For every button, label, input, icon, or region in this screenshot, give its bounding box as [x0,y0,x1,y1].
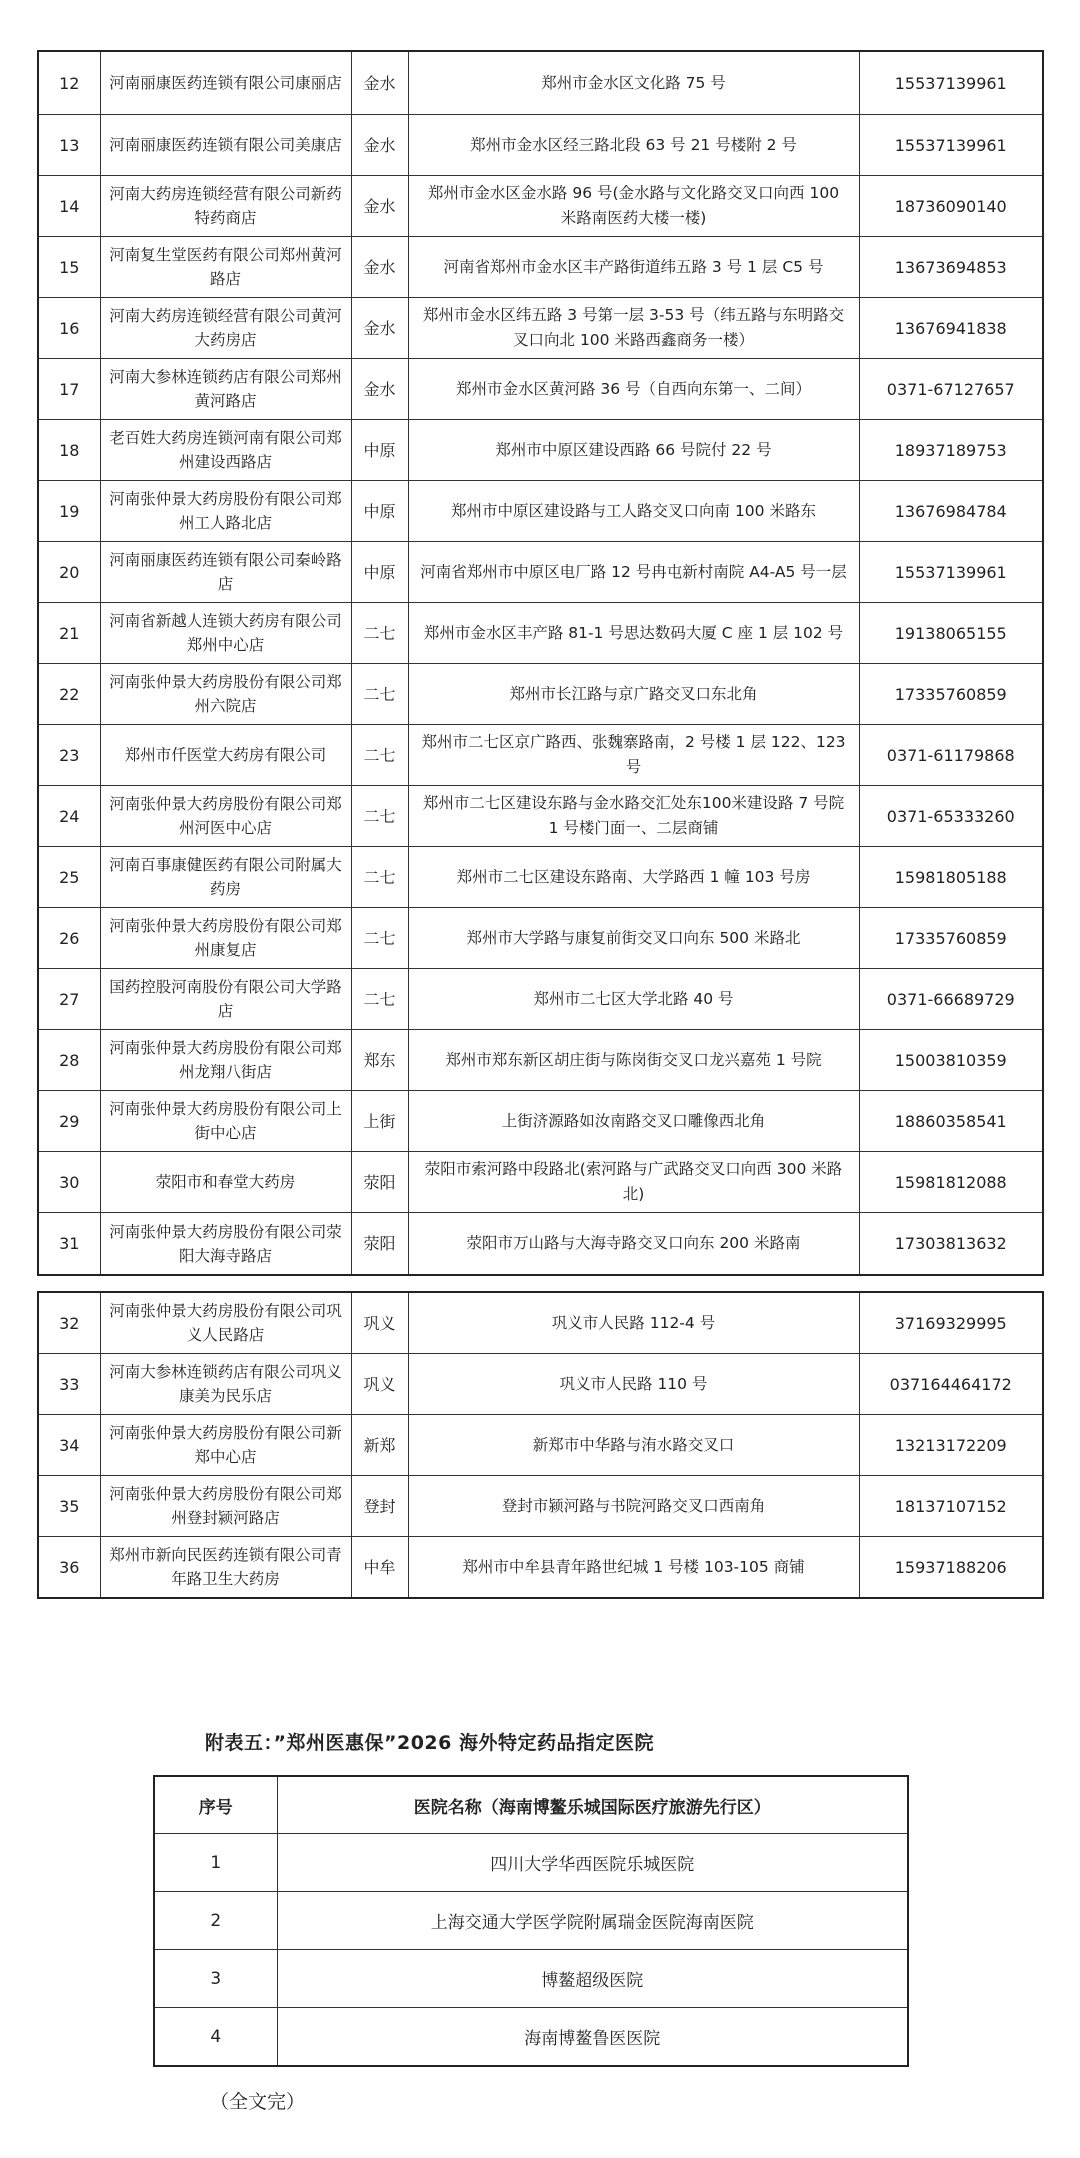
cell-address: 郑州市金水区丰产路 81-1 号思达数码大厦 C 座 1 层 102 号 [408,603,859,664]
cell-no: 33 [38,1354,100,1415]
cell-pharmacy-name: 河南大参林连锁药店有限公司巩义康美为民乐店 [100,1354,351,1415]
cell-district: 二七 [351,725,408,786]
cell-district: 二七 [351,664,408,725]
cell-address: 登封市颍河路与书院河路交叉口西南角 [408,1476,859,1537]
cell-phone: 18736090140 [859,176,1043,237]
table-row [38,969,1043,1030]
cell-phone: 13213172209 [859,1415,1043,1476]
header-hospital-name: 医院名称（海南博鳌乐城国际医疗旅游先行区） [277,1776,908,1834]
cell-district: 二七 [351,603,408,664]
cell-pharmacy-name: 河南百事康健医药有限公司附属大药房 [100,847,351,908]
cell-no: 17 [38,359,100,420]
cell-address: 郑州市金水区黄河路 36 号（自西向东第一、二间） [408,359,859,420]
table-row [38,1213,1043,1276]
cell-district: 上街 [351,1091,408,1152]
cell-phone: 0371-67127657 [859,359,1043,420]
cell-phone: 0371-66689729 [859,969,1043,1030]
table-row [154,1834,908,1892]
cell-no: 34 [38,1415,100,1476]
cell-phone: 15937188206 [859,1537,1043,1599]
table-row [38,359,1043,420]
cell-pharmacy-name: 河南丽康医药连锁有限公司美康店 [100,115,351,176]
table-header-row [154,1776,908,1834]
cell-no: 23 [38,725,100,786]
table-row [154,1950,908,2008]
cell-address: 郑州市二七区京广路西、张魏寨路南，2 号楼 1 层 122、123 号 [408,725,859,786]
cell-district: 二七 [351,969,408,1030]
pharmacy-table-part2 [37,1291,1044,1599]
cell-no: 31 [38,1213,100,1276]
cell-pharmacy-name: 河南大药房连锁经营有限公司新药特药商店 [100,176,351,237]
cell-no: 18 [38,420,100,481]
cell-pharmacy-name: 河南张仲景大药房股份有限公司郑州龙翔八街店 [100,1030,351,1091]
table-row [38,1354,1043,1415]
cell-pharmacy-name: 老百姓大药房连锁河南有限公司郑州建设西路店 [100,420,351,481]
table-row [38,1415,1043,1476]
table-row [38,908,1043,969]
cell-phone: 0371-61179868 [859,725,1043,786]
cell-phone: 13676984784 [859,481,1043,542]
cell-address: 郑州市二七区建设东路与金水路交汇处东100米建设路 7 号院 1 号楼门面一、二层商铺 [408,786,859,847]
cell-no: 26 [38,908,100,969]
cell-no: 27 [38,969,100,1030]
cell-phone: 15537139961 [859,115,1043,176]
cell-phone: 17303813632 [859,1213,1043,1276]
cell-address: 郑州市中原区建设路与工人路交叉口向南 100 米路东 [408,481,859,542]
cell-pharmacy-name: 河南省新越人连锁大药房有限公司郑州中心店 [100,603,351,664]
cell-no: 28 [38,1030,100,1091]
cell-address: 郑州市中牟县青年路世纪城 1 号楼 103-105 商铺 [408,1537,859,1599]
cell-district: 中原 [351,542,408,603]
cell-phone: 18860358541 [859,1091,1043,1152]
cell-pharmacy-name: 河南大药房连锁经营有限公司黄河大药房店 [100,298,351,359]
cell-no: 36 [38,1537,100,1599]
cell-pharmacy-name: 河南张仲景大药房股份有限公司新郑中心店 [100,1415,351,1476]
cell-phone: 15981805188 [859,847,1043,908]
cell-district: 二七 [351,908,408,969]
cell-phone: 19138065155 [859,603,1043,664]
cell-no: 13 [38,115,100,176]
cell-no: 25 [38,847,100,908]
cell-pharmacy-name: 荥阳市和春堂大药房 [100,1152,351,1213]
cell-phone: 15003810359 [859,1030,1043,1091]
table-row [38,664,1043,725]
cell-district: 荥阳 [351,1213,408,1276]
cell-district: 中原 [351,420,408,481]
table-row [38,542,1043,603]
cell-address: 上街济源路如汝南路交叉口雕像西北角 [408,1091,859,1152]
cell-no: 3 [154,1950,277,2008]
cell-address: 郑州市金水区经三路北段 63 号 21 号楼附 2 号 [408,115,859,176]
cell-district: 金水 [351,176,408,237]
cell-no: 30 [38,1152,100,1213]
table-row [38,1537,1043,1599]
cell-phone: 15981812088 [859,1152,1043,1213]
cell-pharmacy-name: 河南张仲景大药房股份有限公司郑州工人路北店 [100,481,351,542]
table-row [38,786,1043,847]
cell-no: 21 [38,603,100,664]
cell-phone: 037164464172 [859,1354,1043,1415]
cell-address: 郑州市大学路与康复前街交叉口向东 500 米路北 [408,908,859,969]
cell-phone: 13673694853 [859,237,1043,298]
cell-no: 19 [38,481,100,542]
table-row [38,1152,1043,1213]
cell-pharmacy-name: 国药控股河南股份有限公司大学路店 [100,969,351,1030]
cell-pharmacy-name: 河南张仲景大药房股份有限公司郑州康复店 [100,908,351,969]
hospital-table [153,1775,909,2067]
cell-district: 巩义 [351,1292,408,1354]
table-row [38,176,1043,237]
table-row [38,603,1043,664]
cell-address: 郑州市中原区建设西路 66 号院付 22 号 [408,420,859,481]
end-note: （全文完） [210,2091,306,2113]
cell-address: 郑州市金水区纬五路 3 号第一层 3-53 号（纬五路与东明路交叉口向北 100 米路西鑫商务一楼） [408,298,859,359]
cell-district: 中原 [351,481,408,542]
cell-no: 14 [38,176,100,237]
cell-no: 2 [154,1892,277,1950]
cell-phone: 15537139961 [859,51,1043,115]
cell-district: 中牟 [351,1537,408,1599]
cell-pharmacy-name: 河南大参林连锁药店有限公司郑州黄河路店 [100,359,351,420]
cell-district: 金水 [351,298,408,359]
table-row [38,237,1043,298]
cell-district: 新郑 [351,1415,408,1476]
cell-hospital-name: 海南博鳌鲁医医院 [277,2008,908,2067]
cell-address: 郑州市长江路与京广路交叉口东北角 [408,664,859,725]
cell-district: 二七 [351,847,408,908]
cell-phone: 17335760859 [859,908,1043,969]
cell-pharmacy-name: 河南张仲景大药房股份有限公司上街中心店 [100,1091,351,1152]
table-row [38,420,1043,481]
table-row [38,481,1043,542]
cell-pharmacy-name: 河南张仲景大药房股份有限公司郑州河医中心店 [100,786,351,847]
cell-address: 河南省郑州市中原区电厂路 12 号冉屯新村南院 A4-A5 号一层 [408,542,859,603]
cell-address: 郑州市二七区建设东路南、大学路西 1 幢 103 号房 [408,847,859,908]
cell-address: 荥阳市索河路中段路北(索河路与广武路交叉口向西 300 米路北) [408,1152,859,1213]
cell-address: 荥阳市万山路与大海寺路交叉口向东 200 米路南 [408,1213,859,1276]
cell-district: 金水 [351,51,408,115]
cell-address: 新郑市中华路与洧水路交叉口 [408,1415,859,1476]
table-row [154,2008,908,2067]
cell-address: 郑州市金水区金水路 96 号(金水路与文化路交叉口向西 100 米路南医药大楼一楼) [408,176,859,237]
cell-district: 登封 [351,1476,408,1537]
table-row [38,1292,1043,1354]
cell-pharmacy-name: 河南复生堂医药有限公司郑州黄河路店 [100,237,351,298]
cell-no: 1 [154,1834,277,1892]
table-row [38,725,1043,786]
cell-district: 二七 [351,786,408,847]
cell-address: 巩义市人民路 112-4 号 [408,1292,859,1354]
pharmacy-table-part1 [37,50,1044,1276]
cell-district: 荥阳 [351,1152,408,1213]
cell-district: 巩义 [351,1354,408,1415]
cell-pharmacy-name: 河南丽康医药连锁有限公司秦岭路店 [100,542,351,603]
cell-pharmacy-name: 河南张仲景大药房股份有限公司郑州登封颍河路店 [100,1476,351,1537]
table-row [38,298,1043,359]
cell-district: 郑东 [351,1030,408,1091]
cell-hospital-name: 博鳌超级医院 [277,1950,908,2008]
cell-no: 12 [38,51,100,115]
table-row [38,1091,1043,1152]
cell-phone: 0371-65333260 [859,786,1043,847]
cell-address: 郑州市郑东新区胡庄街与陈岗街交叉口龙兴嘉苑 1 号院 [408,1030,859,1091]
cell-address: 郑州市二七区大学北路 40 号 [408,969,859,1030]
cell-no: 15 [38,237,100,298]
cell-phone: 17335760859 [859,664,1043,725]
cell-pharmacy-name: 河南丽康医药连锁有限公司康丽店 [100,51,351,115]
cell-phone: 18937189753 [859,420,1043,481]
cell-phone: 15537139961 [859,542,1043,603]
cell-no: 16 [38,298,100,359]
cell-pharmacy-name: 河南张仲景大药房股份有限公司郑州六院店 [100,664,351,725]
table-row [38,1030,1043,1091]
table-row [38,115,1043,176]
cell-pharmacy-name: 河南张仲景大药房股份有限公司荥阳大海寺路店 [100,1213,351,1276]
header-no: 序号 [154,1776,277,1834]
table-row [38,847,1043,908]
table-row [38,1476,1043,1537]
table-row [38,51,1043,115]
cell-address: 郑州市金水区文化路 75 号 [408,51,859,115]
cell-address: 巩义市人民路 110 号 [408,1354,859,1415]
cell-phone: 37169329995 [859,1292,1043,1354]
cell-address: 河南省郑州市金水区丰产路街道纬五路 3 号 1 层 C5 号 [408,237,859,298]
cell-pharmacy-name: 郑州市仟医堂大药房有限公司 [100,725,351,786]
cell-district: 金水 [351,237,408,298]
cell-hospital-name: 四川大学华西医院乐城医院 [277,1834,908,1892]
cell-no: 22 [38,664,100,725]
cell-district: 金水 [351,115,408,176]
cell-no: 35 [38,1476,100,1537]
table-row [154,1892,908,1950]
cell-phone: 18137107152 [859,1476,1043,1537]
cell-phone: 13676941838 [859,298,1043,359]
cell-no: 20 [38,542,100,603]
cell-no: 32 [38,1292,100,1354]
cell-no: 4 [154,2008,277,2067]
cell-pharmacy-name: 河南张仲景大药房股份有限公司巩义人民路店 [100,1292,351,1354]
cell-no: 24 [38,786,100,847]
appendix5-title: 附表五：”郑州医惠保”2026 海外特定药品指定医院 [205,1732,654,1754]
cell-no: 29 [38,1091,100,1152]
cell-hospital-name: 上海交通大学医学院附属瑞金医院海南医院 [277,1892,908,1950]
cell-district: 金水 [351,359,408,420]
cell-pharmacy-name: 郑州市新向民医药连锁有限公司青年路卫生大药房 [100,1537,351,1599]
